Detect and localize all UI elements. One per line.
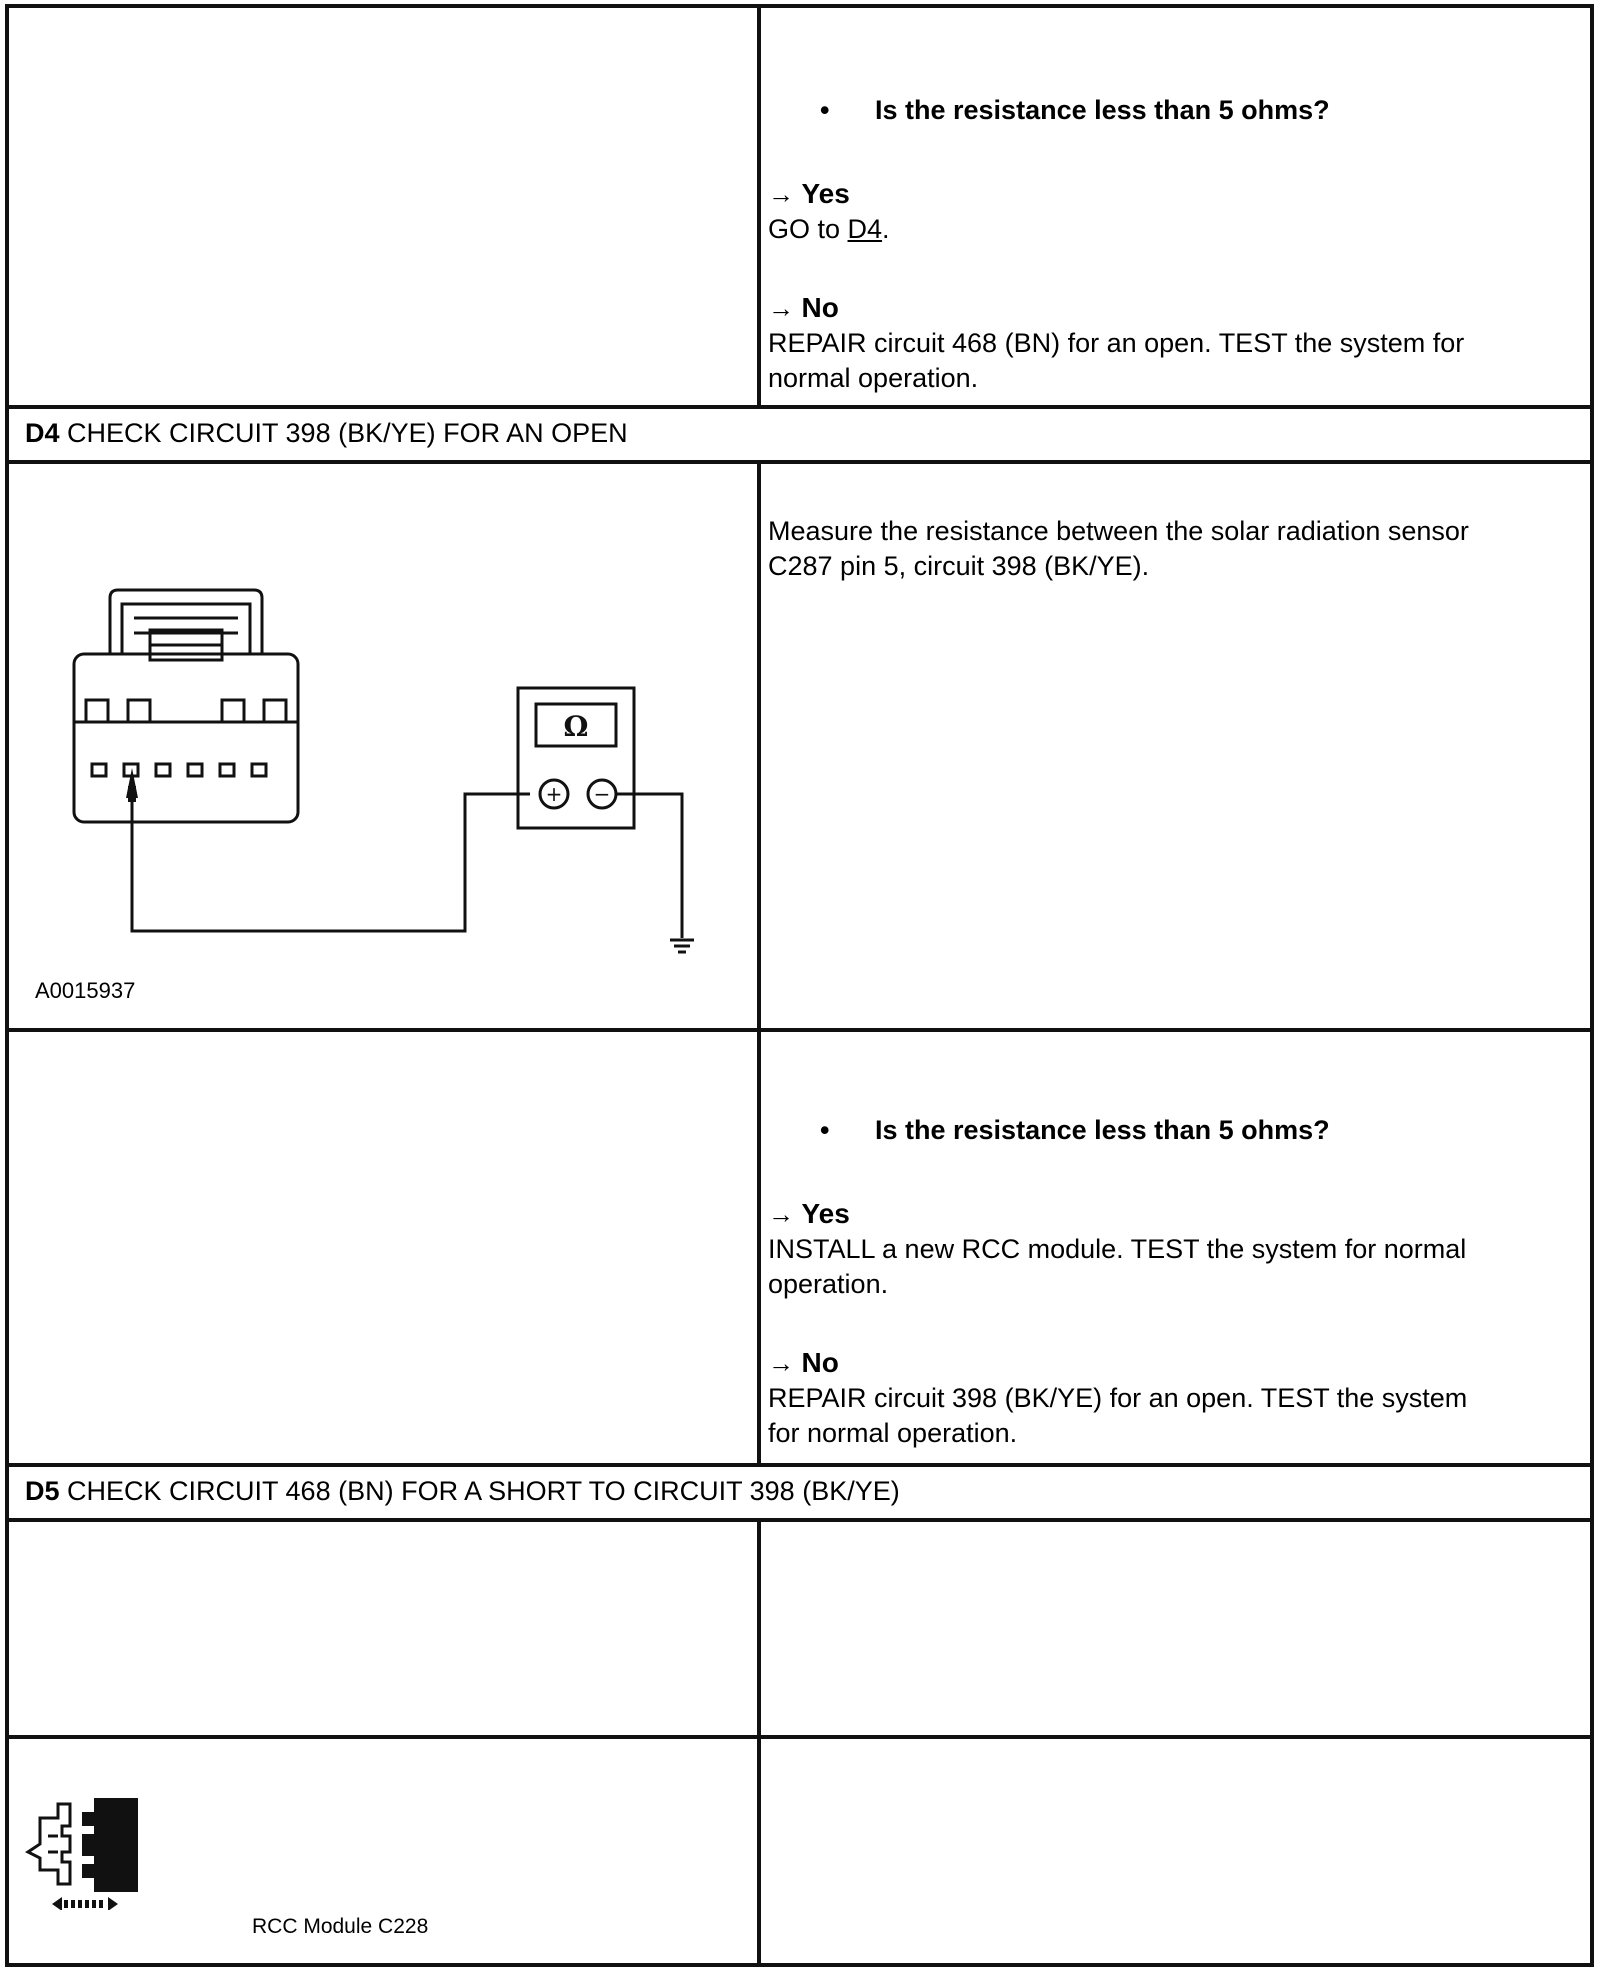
arrow-right-icon: →	[768, 1199, 794, 1229]
row-divider	[5, 405, 1594, 409]
bullet: •	[820, 1115, 830, 1145]
row-divider	[5, 460, 1594, 464]
yes-text: operation.	[768, 1269, 889, 1299]
yes-text: INSTALL a new RCC module. TEST the system for normal	[768, 1234, 1467, 1264]
connector-half-solid	[82, 1798, 138, 1892]
step-title: CHECK CIRCUIT 468 (BN) FOR A SHORT TO CIRCUIT 398 (BK/YE)	[59, 1476, 900, 1506]
resistance-question	[820, 95, 1330, 126]
no-text: REPAIR circuit 468 (BN) for an open. TEST the system for	[768, 328, 1465, 358]
arrow-right-icon: →	[768, 179, 794, 209]
row-divider	[5, 1463, 1594, 1467]
no-label: No	[801, 1347, 839, 1378]
connector-caption: RCC Module C228	[252, 1915, 429, 1938]
figure-id: A0015937	[35, 978, 136, 1003]
table-border-bottom	[5, 1963, 1594, 1967]
connector-disconnect-icon	[18, 1782, 148, 1910]
step-title: CHECK CIRCUIT 398 (BK/YE) FOR AN OPEN	[59, 418, 628, 448]
column-divider	[757, 4, 761, 409]
no-text: normal operation.	[768, 363, 979, 393]
connector-pin	[92, 764, 106, 776]
meter-ohm-symbol: Ω	[563, 710, 589, 743]
table-border-right	[1590, 4, 1594, 1967]
no-label: No	[801, 292, 839, 323]
question-text: Is the resistance less than 5 ohms?	[875, 1115, 1330, 1145]
table-border-top	[5, 4, 1594, 8]
bullet: •	[820, 95, 830, 125]
column-divider	[757, 460, 761, 1467]
row-divider	[5, 1028, 1594, 1032]
link-d4[interactable]: D4	[847, 214, 883, 244]
connector-body	[74, 654, 298, 822]
yes-label: Yes	[801, 178, 850, 209]
step-id: D5	[25, 1476, 60, 1506]
question-text: Is the resistance less than 5 ohms?	[875, 95, 1330, 125]
step-header-d5	[25, 1476, 900, 1507]
plus-symbol: +	[545, 782, 563, 806]
connector-pin	[156, 764, 170, 776]
resistance-question	[820, 1115, 1330, 1146]
no-branch	[768, 290, 1588, 396]
table-border-left	[5, 4, 9, 1967]
row-divider	[5, 1518, 1594, 1522]
no-text: for normal operation.	[768, 1418, 1018, 1448]
arrow-right-icon: →	[768, 1348, 794, 1378]
minus-symbol: −	[593, 782, 611, 806]
step-id: D4	[25, 418, 60, 448]
measure-instruction: Measure the resistance between the solar radiation sensor C287 pin 5, circuit 398 (BK/YE).	[768, 516, 1469, 581]
yes-branch: → Yes GO to D4.	[768, 178, 890, 244]
step-header-d4	[25, 418, 628, 449]
column-divider	[757, 1518, 761, 1967]
yes-branch	[768, 1196, 1588, 1302]
connector-pin	[188, 764, 202, 776]
connector-pin	[252, 764, 266, 776]
probe-wire	[132, 790, 530, 931]
connector-pin	[220, 764, 234, 776]
no-branch	[768, 1345, 1588, 1451]
yes-label: Yes	[801, 1198, 850, 1229]
ground-wire	[616, 794, 682, 938]
arrow-right-icon: →	[768, 293, 794, 323]
connector-meter-diagram	[10, 468, 755, 1023]
row-divider	[5, 1735, 1594, 1739]
yes-text: GO to	[768, 214, 848, 244]
no-text: REPAIR circuit 398 (BK/YE) for an open. TEST the system	[768, 1383, 1468, 1413]
